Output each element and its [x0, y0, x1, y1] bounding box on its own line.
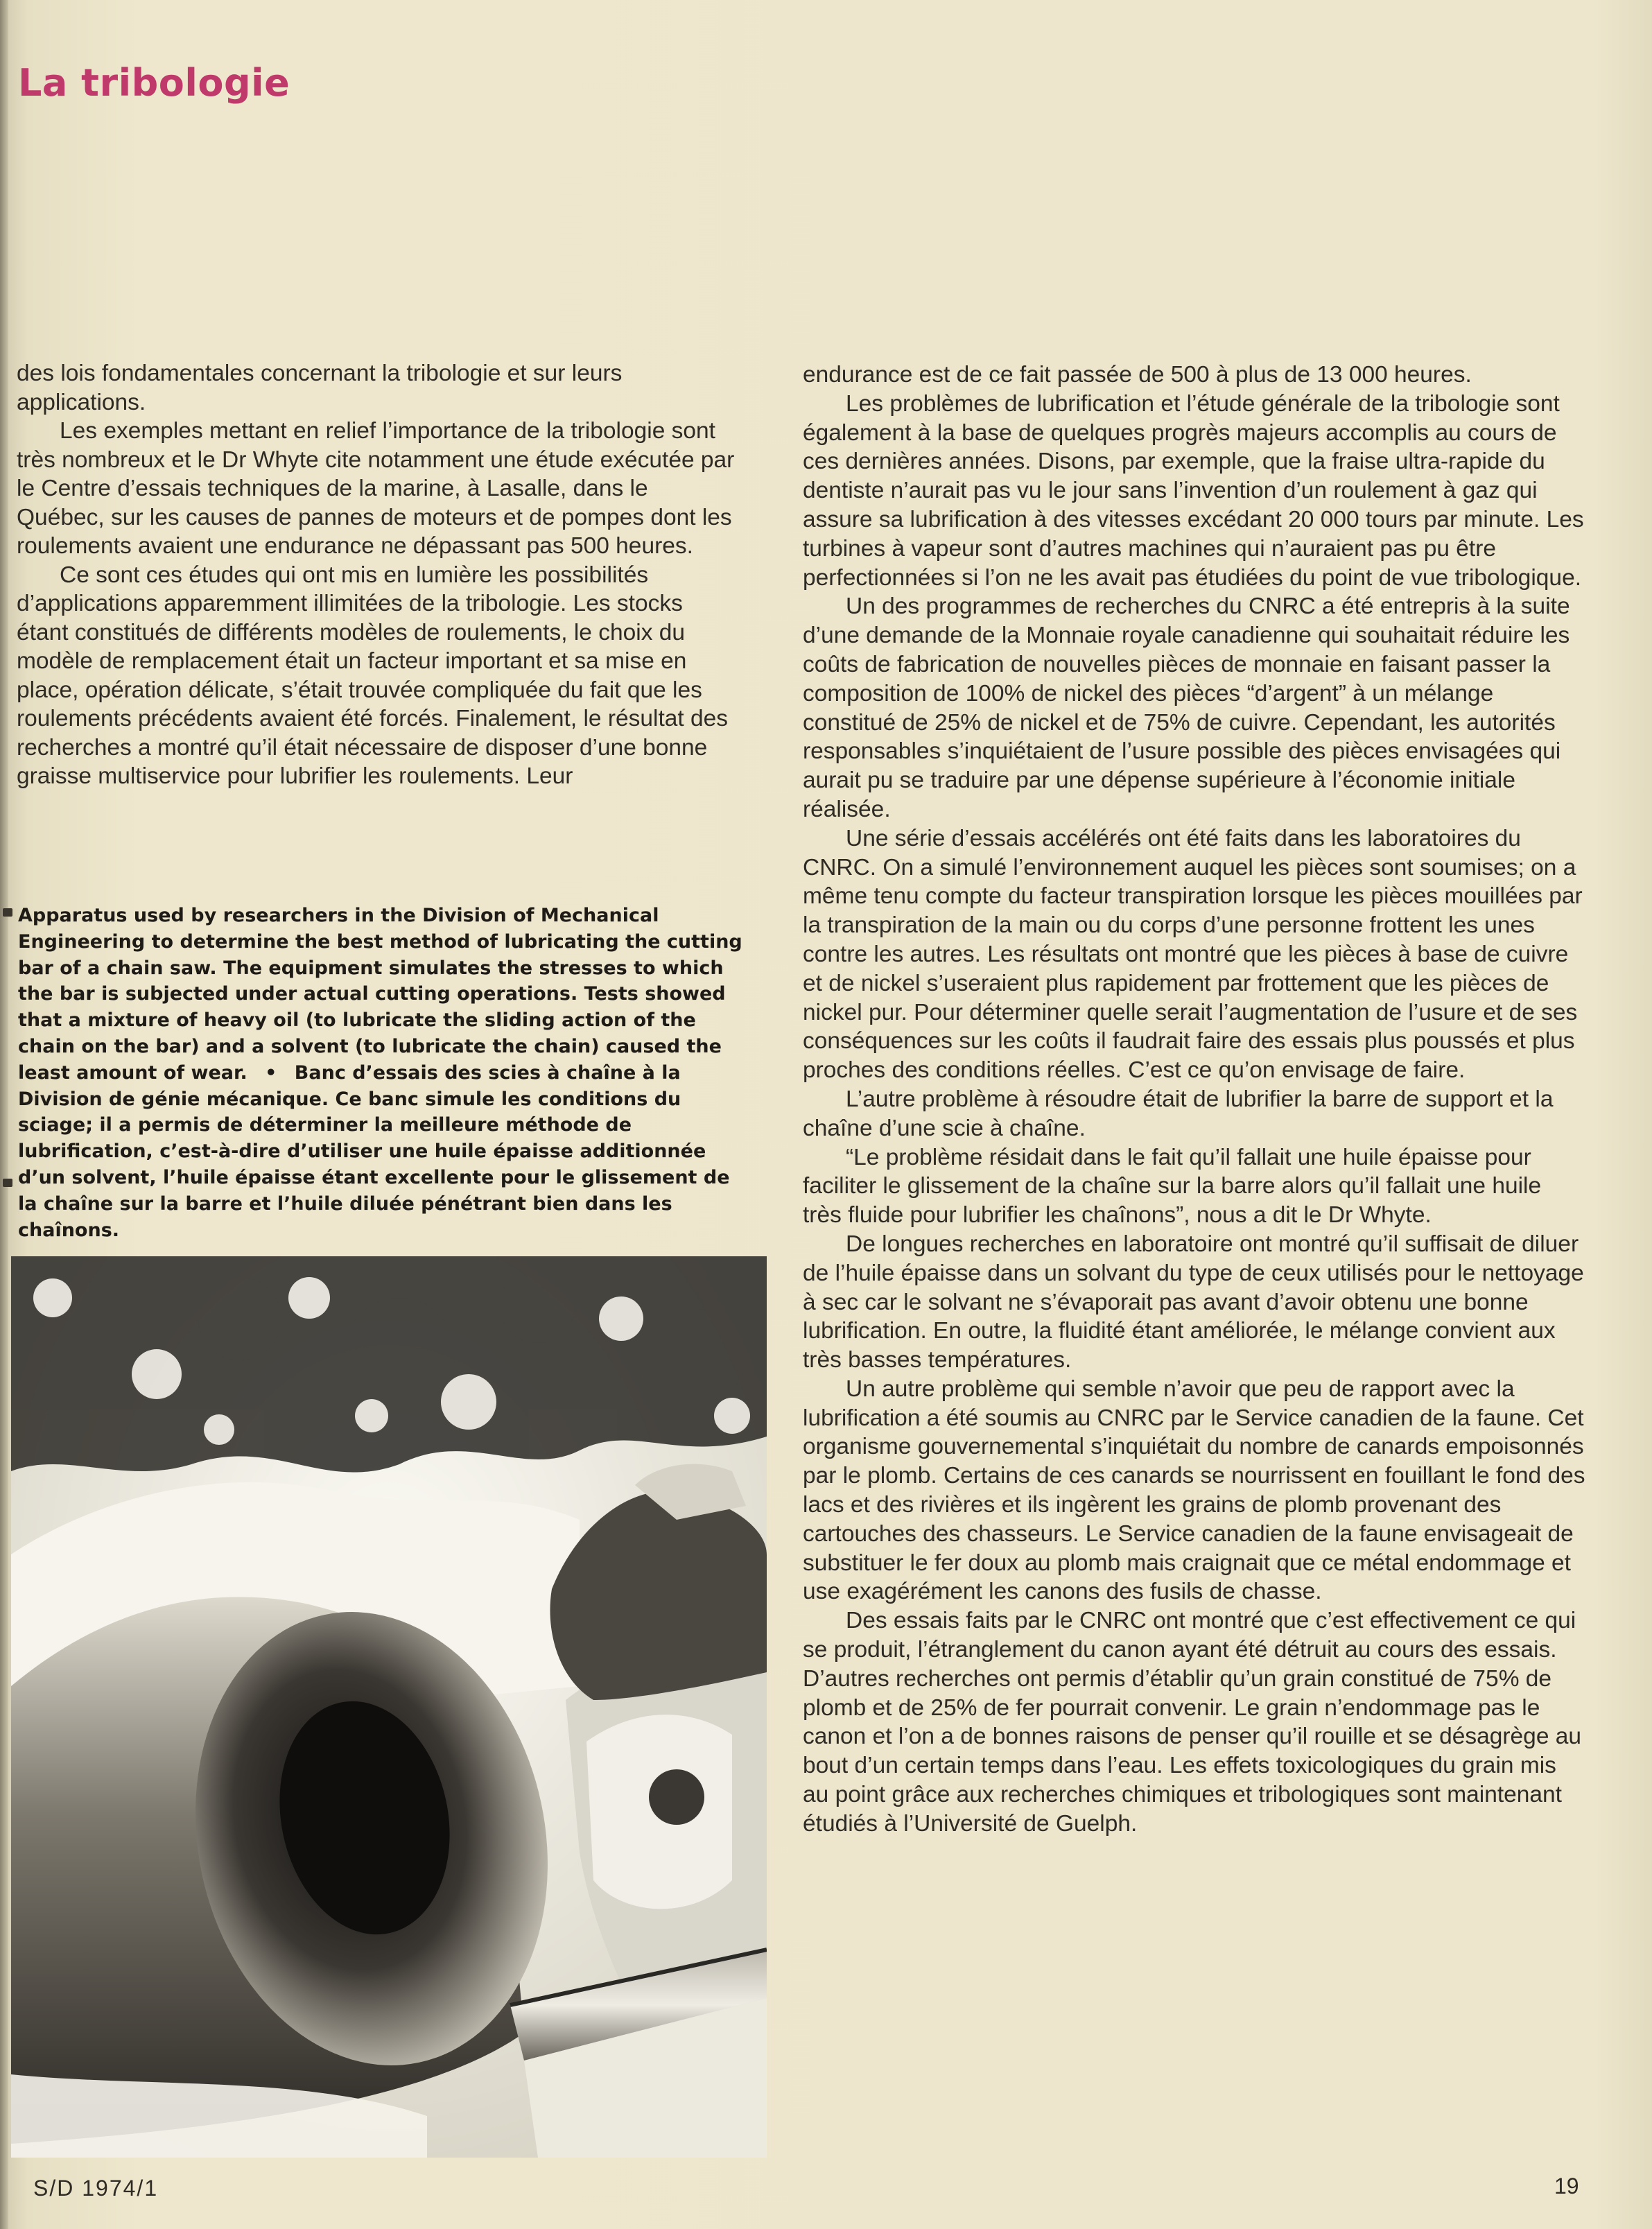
paragraph: des lois fondamentales concernant la tribologie et sur leurs applications.	[17, 361, 623, 415]
section-title: La tribologie	[18, 61, 290, 105]
paragraph: Ce sont ces études qui ont mis en lumière les possibilités d’applications apparemment illimitées de la tribologie. Les stocks étant constitués de différents modèles de roulements, le choix du modèle de remplacement était un facteur important et sa mise en place, opération délicate, s’était trouvée compliquée du fait que les roulements précédents avaient été forcés. Finalement, le résultat des recherches a montré qu’il était nécessaire de disposer d’une bonne graisse multiservice pour lubrifier les roulements. Leur	[17, 562, 729, 789]
margin-mark	[3, 908, 12, 917]
paragraph: “Le problème résidait dans le fait qu’il fallait une huile épaisse pour faciliter le glissement de la chaîne sur la barre alors qu’il fallait une huile très fluide pour lubrifier les chaînons”, nous a dit le Dr Whyte.	[803, 1144, 1542, 1229]
binding-spine	[0, 0, 8, 2229]
caption-bullet: •	[265, 1061, 277, 1084]
paragraph: endurance est de ce fait passée de 500 à plus de 13 000 heures.	[803, 362, 1472, 388]
paragraph: Un autre problème qui semble n’avoir que peu de rapport avec la lubrification a été soumis au CNRC par le Service canadien de la faune. Cet organisme gouvernemental s’inquiétait du nombre de canards empoisonnés par le plomb. Certains de ces canards se nourrissent en fouillant le fond des lacs et des rivières et ils ingèrent les grains de plomb provenant des cartouches des chasseurs. Le Service canadien de la faune envisageait de substituer le fer doux au plomb mais craignait que ce métal endommage et use exagérément les canons des fusils de chasse.	[803, 1376, 1585, 1605]
paragraph: Les problèmes de lubrification et l’étude générale de la tribologie sont également à la base de quelques progrès majeurs accomplis au cours de ces dernières années. Disons, par exemple, que la fraise ultra-rapide du dentiste n’aurait pas vu le jour sans l’invention d’un roulement à gaz qui assure sa lubrification à des vitesses excédant 20 000 tours par minute. Les turbines à vapeur sont d’autres machines qui n’auraient pas pu être perfectionnées si l’on ne les avait pas étudiées du point de vue tribologique.	[803, 390, 1584, 591]
paragraph: L’autre problème à résoudre était de lubrifier la barre de support et la chaîne d’une scie à chaîne.	[803, 1086, 1554, 1141]
margin-mark	[3, 1179, 12, 1187]
page-number: 19	[1554, 2174, 1579, 2198]
caption-french: Banc d’essais des scies à chaîne à la Division de génie mécanique. Ce banc simule les conditions du sciage; il a permis de déterminer la meilleure méthode de lubrification, c’est-à-dire d’utiliser une huile épaisse additionnée d’un solvent, l’huile épaisse étant excellente pour le glissement de la chaîne sur la barre et l’huile diluée pénétrant bien dans les chaînons.	[18, 1061, 730, 1241]
issue-label: S/D 1974/1	[33, 2176, 159, 2201]
chainsaw-test-photo	[11, 1256, 767, 2158]
right-column	[803, 361, 1586, 1839]
paragraph: Des essais faits par le CNRC ont montré que c’est effectivement ce qui se produit, l’étranglement du canon ayant été détruit au cours des essais. D’autres recherches ont permis d’établir qu’un grain constitué de 75% de plomb et de 25% de fer pourrait convenir. Le grain n’endommage pas le canon et l’on a de bonnes raisons de penser qu’il rouille et se désagrège au bout d’un certain temps dans l’eau. Les effets toxicologiques du grain mis au point grâce aux recherches chimiques et tribologiques sont maintenant étudiés à l’Université de Guelph.	[803, 1608, 1582, 1837]
paragraph: Les exemples mettant en relief l’importance de la tribologie sont très nombreux et le Dr Whyte cite notamment une étude exécutée par le Centre d’essais techniques de la marine, à Lasalle, dans le Québec, sur les causes de pannes de moteurs et de pompes dont les roulements avaient une endurance ne dépassant pas 500 heures.	[17, 418, 735, 559]
paragraph: Une série d’essais accélérés ont été faits dans les laboratoires du CNRC. On a simulé l’environnement auquel les pièces sont soumises; on a même tenu compte du facteur transpiration lorsque les pièces mouillées par la transpiration de la main ou du corps d’une personne frottent les unes contre les autres. Les résultats ont montré que les pièces à base de cuivre et de nickel s’useraient plus rapidement par frottement que les pièces de nickel pur. Pour déterminer quelle serait l’augmentation de l’usure et de ses conséquences sur les coûts il faudrait faire des essais plus poussés et plus proches des conditions réelles. C’est ce qu’on envisage de faire.	[803, 825, 1583, 1084]
photo-caption	[18, 903, 753, 1243]
paragraph: De longues recherches en laboratoire ont montré qu’il suffisait de diluer de l’huile épaisse dans un solvant du type de ceux utilisés pour le nettoyage à sec car le solvant ne s’évaporait pas avant d’avoir obtenu une bonne lubrification. En outre, la fluidité étant améliorée, le mélange convient aux très basses températures.	[803, 1231, 1584, 1373]
caption-english: Apparatus used by researchers in the Division of Mechanical Engineering to determine the best method of lubricating the cutting bar of a chain saw. The equipment simulates the stresses to which the bar is subjected under actual cutting operations. Tests showed that a mixture of heavy oil (to lubricate the sliding action of the chain on the bar) and a solvent (to lubricate the chain) caused the least amount of wear.	[18, 905, 742, 1084]
left-column	[17, 359, 738, 791]
paragraph: Un des programmes de recherches du CNRC a été entrepris à la suite d’une demande de la Monnaie royale canadienne qui souhaitait réduire les coûts de fabrication de nouvelles pièces de monnaie en faisant passer la composition de 100% de nickel des pièces “d’argent” à un mélange constitué de 25% de nickel et de 75% de cuivre. Cependant, les autorités responsables s’inquiétaient de l’usure possible des pièces envisagées qui aurait pu se traduire par une dépense supérieure à l’économie initiale réalisée.	[803, 593, 1570, 822]
